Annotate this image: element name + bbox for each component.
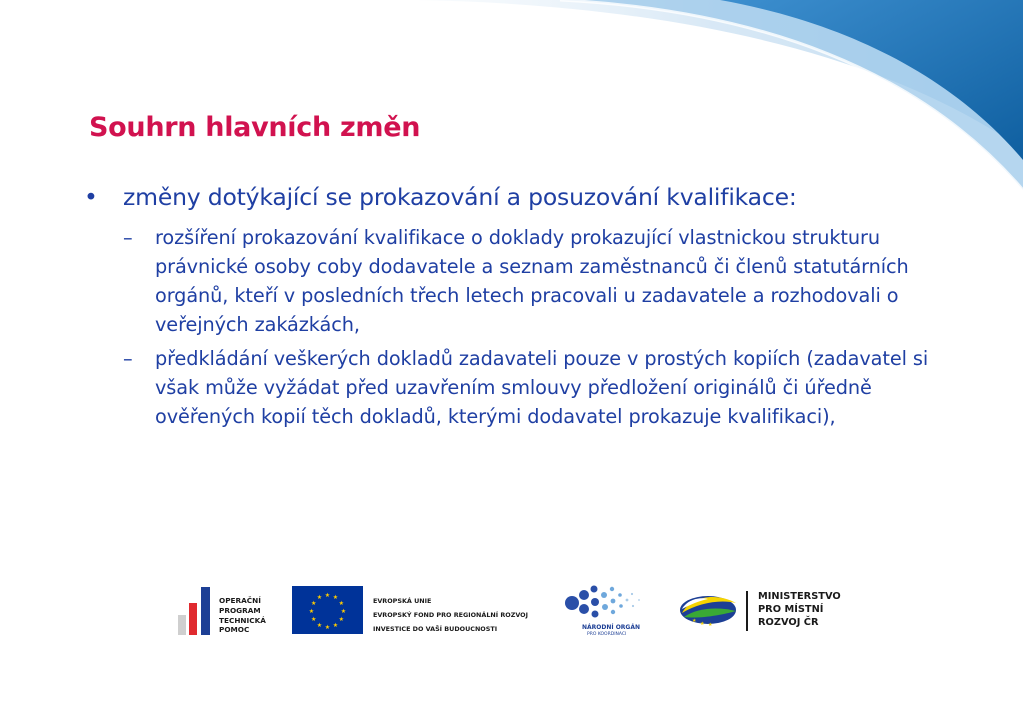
svg-text:★: ★ <box>308 608 315 615</box>
optp-logo <box>176 585 276 637</box>
svg-text:★: ★ <box>316 622 323 629</box>
sub-item-text: předkládání veškerých dokladů zadavateli pouze v prostých kopiích (zadavatel si však může vyžádat před uzavřením smlouvy předložení originálů či úředně ověřených kopií těch dokladů, kterými dodavatel prokazuje kvalifikaci), <box>155 347 929 428</box>
svg-text:★: ★ <box>338 616 344 623</box>
dash-marker: – <box>123 347 133 370</box>
svg-text:★: ★ <box>332 622 339 629</box>
sub-item <box>123 344 942 431</box>
eu-logo <box>292 586 552 636</box>
svg-text:★: ★ <box>316 594 323 601</box>
svg-text:★: ★ <box>332 594 339 601</box>
svg-text:★: ★ <box>700 621 705 627</box>
svg-text:★: ★ <box>311 616 317 623</box>
eu-text-line: EVROPSKÁ UNIE <box>373 597 432 605</box>
mmr-divider <box>746 591 748 631</box>
eu-flag-icon <box>292 586 363 634</box>
mmr-text-line: MINISTERSTVO <box>758 591 841 602</box>
nok-text-line2: PRO KOORDINACI <box>587 632 627 637</box>
eu-text-line: INVESTICE DO VAŠÍ BUDOUCNOSTI <box>373 625 498 633</box>
mmr-emblem-icon <box>678 589 740 631</box>
optp-text-line: PROGRAM <box>219 605 261 615</box>
svg-text:★: ★ <box>324 624 331 631</box>
svg-text:★: ★ <box>338 600 344 607</box>
mmr-text-line: ROZVOJ ČR <box>758 617 819 629</box>
svg-text:★: ★ <box>708 622 713 628</box>
bullet-text: změny dotýkající se prokazování a posuzování kvalifikace: <box>123 183 797 211</box>
slide-content <box>82 181 942 436</box>
nok-dots-icon <box>560 581 650 621</box>
optp-bars-icon <box>176 585 216 637</box>
sub-item <box>123 223 942 339</box>
dash-marker: – <box>123 226 133 249</box>
sub-item-text: rozšíření prokazování kvalifikace o doklady prokazující vlastnickou strukturu právnické osoby coby dodavatele a seznam zaměstnanců či členů statutárních orgánů, kteří v posledních třech letech pracovali u zadavatele a rozhodovali o veřejných zakázkách, <box>155 226 909 336</box>
logo-strip <box>0 575 1023 645</box>
bullet-marker: • <box>84 183 98 211</box>
bullet-item <box>82 181 942 213</box>
svg-text:★: ★ <box>324 592 331 599</box>
svg-text:★: ★ <box>340 608 347 615</box>
eu-text-line: EVROPSKÝ FOND PRO REGIONÁLNÍ ROZVOJ <box>373 611 528 619</box>
nok-text-line1: NÁRODNÍ ORGÁN <box>582 624 641 631</box>
optp-text-line: OPERAČNÍ <box>219 596 261 605</box>
nok-logo <box>560 581 650 639</box>
slide-title: Souhrn hlavních změn <box>89 112 421 143</box>
svg-text:★: ★ <box>311 600 317 607</box>
mmr-logo <box>678 587 858 633</box>
svg-text:★: ★ <box>692 618 697 624</box>
sub-list <box>82 223 942 431</box>
optp-text-line: POMOC <box>219 625 250 635</box>
optp-text-line: TECHNICKÁ <box>219 615 266 625</box>
mmr-text-line: PRO MÍSTNÍ <box>758 604 824 616</box>
